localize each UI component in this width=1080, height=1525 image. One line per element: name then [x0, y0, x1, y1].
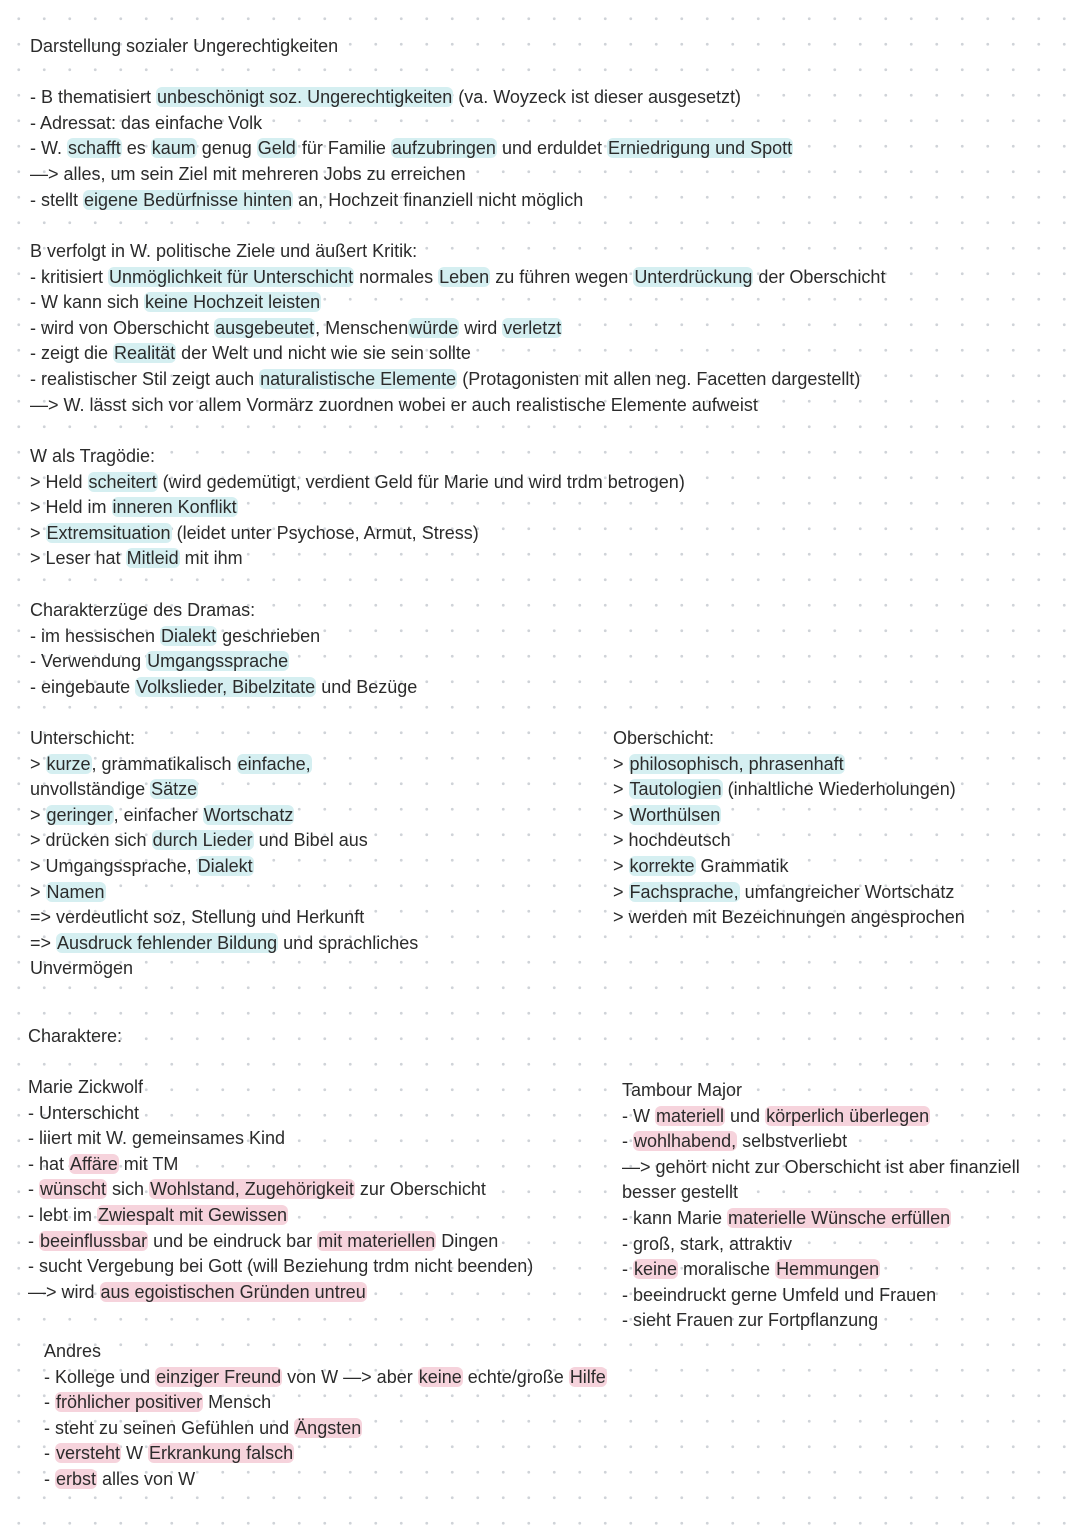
note-text: und sprachliches — [278, 932, 419, 953]
note-text: und erduldet — [496, 138, 608, 159]
highlighted-text: Dialekt — [161, 625, 217, 646]
note-line — [30, 85, 793, 111]
note-text: > — [613, 779, 629, 800]
note-line — [28, 1152, 533, 1178]
note-text: - sieht Frauen zur Fortpflanzung — [622, 1310, 879, 1331]
note-line — [30, 931, 418, 957]
note-line — [44, 1416, 607, 1442]
note-line — [30, 649, 417, 675]
section-political-goals — [30, 239, 885, 418]
note-text: —> gehört nicht zur Oberschicht ist aber finanziell — [622, 1156, 1020, 1177]
note-text: - sucht Vergebung bei Gott (will Beziehung trdm nicht beenden) — [28, 1256, 534, 1277]
highlighted-text: keine — [634, 1259, 678, 1280]
highlighted-text: eigene Bedürfnisse hinten — [84, 189, 293, 210]
note-line — [30, 854, 418, 880]
note-text: besser gestellt — [622, 1182, 739, 1203]
note-text: - wird von Oberschicht — [30, 317, 215, 338]
highlighted-text: Hilfe — [569, 1366, 606, 1387]
note-text: zu führen wegen — [490, 266, 634, 287]
highlighted-text: keine — [418, 1366, 462, 1387]
note-line — [28, 1024, 122, 1050]
highlighted-text: Erkrankung falsch — [149, 1443, 294, 1464]
note-line — [44, 1339, 607, 1365]
highlighted-text: einfache, — [237, 753, 311, 774]
note-line — [30, 905, 418, 931]
note-text: - — [44, 1392, 55, 1413]
note-text: - lebt im — [28, 1204, 98, 1225]
note-text: geschrieben — [217, 625, 321, 646]
note-text: > drücken sich — [30, 830, 152, 851]
section-lower-class — [30, 726, 418, 982]
highlighted-text: Volkslieder, Bibelzitate — [136, 676, 316, 697]
note-line — [30, 188, 793, 214]
note-line — [30, 777, 418, 803]
highlighted-text: wohlhabend, — [634, 1131, 737, 1152]
note-text: genug — [196, 138, 257, 159]
section-marie — [28, 1075, 533, 1305]
highlighted-text: naturalistische Elemente — [260, 368, 457, 389]
note-text: > — [613, 753, 629, 774]
note-text: - W kann sich — [30, 292, 145, 313]
note-text: - — [28, 1179, 39, 1200]
note-line — [613, 803, 965, 829]
section-andres — [44, 1339, 607, 1493]
highlighted-text: inneren Konflikt — [112, 497, 237, 518]
highlighted-text: beeinflussbar — [40, 1230, 148, 1251]
highlighted-text: Wortschatz — [203, 804, 294, 825]
note-line — [30, 828, 418, 854]
highlighted-text: Ausdruck fehlender Bildung — [57, 932, 278, 953]
note-text: > Umgangssprache, — [30, 855, 197, 876]
note-text: - — [44, 1443, 55, 1464]
highlighted-text: korrekte — [629, 855, 695, 876]
note-text: - — [44, 1468, 55, 1489]
note-text: und — [725, 1105, 766, 1126]
note-text: alles von W — [97, 1468, 196, 1489]
note-text: - groß, stark, attraktiv — [622, 1233, 793, 1254]
note-line — [622, 1257, 1020, 1283]
note-text: normales — [354, 266, 439, 287]
note-text: - Verwendung — [30, 651, 147, 672]
highlighted-text: Mitleid — [126, 548, 179, 569]
note-text: - zeigt die — [30, 343, 114, 364]
note-text: Mensch — [203, 1392, 272, 1413]
note-text: - kann Marie — [622, 1207, 728, 1228]
note-line — [30, 675, 417, 701]
highlighted-text: Worthülsen — [629, 804, 721, 825]
note-text: > — [613, 881, 629, 902]
note-text: der Welt und nicht wie sie sein sollte — [176, 343, 471, 364]
note-text: - Kollege und — [44, 1366, 156, 1387]
note-line — [30, 239, 885, 265]
note-line — [622, 1129, 1020, 1155]
note-line — [613, 828, 965, 854]
note-line — [28, 1280, 533, 1306]
note-text: Charakterzüge des Dramas: — [30, 600, 256, 620]
note-line — [613, 777, 965, 803]
highlighted-text: kurze — [46, 753, 91, 774]
note-text: - W. — [30, 138, 67, 159]
note-line — [28, 1254, 533, 1280]
note-line — [30, 495, 685, 521]
note-line — [30, 546, 685, 572]
note-text: Darstellung sozialer Ungerechtigkeiten — [30, 36, 339, 56]
note-text: W — [121, 1443, 149, 1464]
note-line — [28, 1203, 533, 1229]
highlighted-text: verletzt — [503, 317, 562, 338]
section-social-injustice — [30, 34, 793, 213]
note-line — [622, 1232, 1020, 1258]
note-text: mit ihm — [179, 548, 243, 569]
note-line — [30, 521, 685, 547]
highlighted-text: materiell — [656, 1105, 725, 1126]
note-text: echte/große — [462, 1366, 569, 1387]
highlighted-text: Leben — [439, 266, 490, 287]
highlighted-text: mit materiellen — [318, 1230, 436, 1251]
note-text: - eingebaute — [30, 676, 136, 697]
highlighted-text: Geld — [257, 138, 296, 159]
note-text: —> wird — [28, 1281, 100, 1302]
note-text: Dingen — [436, 1230, 499, 1251]
note-text: , grammatikalisch — [91, 753, 237, 774]
note-text: - hat — [28, 1153, 70, 1174]
note-line — [30, 316, 885, 342]
section-upper-class — [613, 726, 965, 931]
note-text: - stellt — [30, 189, 84, 210]
note-line — [44, 1365, 607, 1391]
note-line — [30, 34, 793, 60]
note-line — [44, 1390, 607, 1416]
note-text: (Protagonisten mit allen neg. Facetten dargestellt) — [457, 368, 861, 389]
note-text: - — [622, 1259, 633, 1280]
note-line — [30, 341, 885, 367]
note-line — [30, 598, 417, 624]
highlighted-text: unbeschönigt soz. Ungerechtigkeiten — [157, 87, 453, 108]
highlighted-text: Extremsituation — [46, 522, 171, 543]
section-tragedy — [30, 444, 685, 572]
note-line — [30, 60, 793, 86]
note-line — [613, 854, 965, 880]
highlighted-text: kaum — [151, 138, 196, 159]
highlighted-text: Affäre — [70, 1153, 118, 1174]
note-line — [613, 726, 965, 752]
highlighted-text: Namen — [46, 881, 105, 902]
note-text: - Adressat: das einfache Volk — [30, 112, 263, 133]
note-text: - im hessischen — [30, 625, 161, 646]
note-line — [30, 880, 418, 906]
note-line — [30, 136, 793, 162]
note-text: Grammatik — [695, 855, 789, 876]
note-text: > — [30, 753, 46, 774]
note-text: > werden mit Bezeichnungen angesprochen — [613, 907, 965, 928]
note-text: mit TM — [118, 1153, 179, 1174]
note-text: (va. Woyzeck ist dieser ausgesetzt) — [453, 87, 742, 108]
note-text: => verdeutlicht soz, Stellung und Herkunft — [30, 907, 365, 928]
highlighted-text: Umgangssprache — [147, 651, 289, 672]
highlighted-text: Dialekt — [197, 855, 253, 876]
note-line — [30, 444, 685, 470]
highlighted-text: würde — [409, 317, 459, 338]
note-line — [28, 1126, 533, 1152]
note-text: > — [30, 804, 46, 825]
note-text: => — [30, 932, 57, 953]
highlighted-text: schafft — [68, 138, 121, 159]
note-text: > Held im — [30, 497, 112, 518]
note-text: - Unterschicht — [28, 1102, 140, 1123]
note-text: > — [30, 881, 46, 902]
note-text: wird — [459, 317, 503, 338]
note-text: —> W. lässt sich vor allem Vormärz zuordnen wobei er auch realistische Elemente aufweist — [30, 394, 758, 415]
note-line — [30, 803, 418, 829]
highlighted-text: versteht — [56, 1443, 121, 1464]
note-line — [28, 1101, 533, 1127]
note-text: es — [121, 138, 151, 159]
note-text: Marie Zickwolf — [28, 1077, 144, 1097]
note-text: zur Oberschicht — [354, 1179, 486, 1200]
highlighted-text: materielle Wünsche erfüllen — [728, 1207, 951, 1228]
note-text: Tambour Major — [622, 1080, 743, 1100]
note-line — [622, 1104, 1020, 1130]
note-line — [30, 290, 885, 316]
note-line — [622, 1206, 1020, 1232]
note-text: und Bibel aus — [253, 830, 368, 851]
highlighted-text: einziger Freund — [156, 1366, 282, 1387]
note-text: - kritisiert — [30, 266, 108, 287]
note-line — [30, 393, 885, 419]
note-line — [44, 1441, 607, 1467]
note-line — [30, 367, 885, 393]
note-line — [622, 1180, 1020, 1206]
note-text: (wird gedemütigt, verdient Geld für Marie und wird trdm betrogen) — [157, 471, 685, 492]
highlighted-text: scheitert — [88, 471, 157, 492]
note-text: an, Hochzeit finanziell nicht möglich — [293, 189, 584, 210]
note-line — [613, 752, 965, 778]
note-text: (leidet unter Psychose, Armut, Stress) — [171, 522, 479, 543]
highlighted-text: aus egoistischen Gründen untreu — [100, 1281, 366, 1302]
note-text: Andres — [44, 1341, 102, 1361]
note-text: - — [28, 1230, 39, 1251]
note-line — [622, 1078, 1020, 1104]
note-line — [30, 956, 418, 982]
note-text: Oberschicht: — [613, 728, 715, 748]
note-text: > — [30, 522, 46, 543]
note-line — [30, 624, 417, 650]
note-text: sich — [107, 1179, 150, 1200]
note-line — [622, 1308, 1020, 1334]
highlighted-text: Realität — [114, 343, 176, 364]
highlighted-text: aufzubringen — [391, 138, 496, 159]
note-text: - beeindruckt gerne Umfeld und Frauen — [622, 1284, 937, 1305]
note-line — [622, 1155, 1020, 1181]
note-text: und be eindruck bar — [148, 1230, 318, 1251]
note-line — [30, 111, 793, 137]
note-text: > Leser hat — [30, 548, 126, 569]
note-text: - W — [622, 1105, 655, 1126]
note-text: , Menschen — [315, 317, 409, 338]
highlighted-text: ausgebeutet — [215, 317, 315, 338]
highlighted-text: keine Hochzeit leisten — [145, 292, 321, 313]
note-text: Charaktere: — [28, 1026, 123, 1046]
section-drama-traits — [30, 598, 417, 700]
note-line — [30, 726, 418, 752]
note-text: unvollständige — [30, 779, 151, 800]
note-line — [44, 1467, 607, 1493]
note-line — [28, 1229, 533, 1255]
note-line — [613, 880, 965, 906]
highlighted-text: Fachsprache, — [629, 881, 739, 902]
highlighted-text: Erniedrigung und Spott — [608, 138, 793, 159]
note-text: selbstverliebt — [737, 1131, 848, 1152]
highlighted-text: erbst — [56, 1468, 97, 1489]
note-line — [30, 265, 885, 291]
highlighted-text: wünscht — [40, 1179, 107, 1200]
highlighted-text: philosophisch, phrasenhaft — [629, 753, 844, 774]
note-text: umfangreicher Wortschatz — [739, 881, 955, 902]
highlighted-text: fröhlicher positiver — [56, 1392, 203, 1413]
highlighted-text: Hemmungen — [776, 1259, 880, 1280]
note-line — [28, 1177, 533, 1203]
note-text: von W —> aber — [282, 1366, 418, 1387]
note-text: > — [613, 855, 629, 876]
highlighted-text: geringer — [46, 804, 113, 825]
note-text: W als Tragödie: — [30, 446, 156, 466]
note-text: - liiert mit W. gemeinsames Kind — [28, 1128, 286, 1149]
highlighted-text: Wohlstand, Zugehörigkeit — [150, 1179, 354, 1200]
note-text: Unterschicht: — [30, 728, 136, 748]
note-text: - realistischer Stil zeigt auch — [30, 368, 260, 389]
highlighted-text: körperlich überlegen — [766, 1105, 930, 1126]
note-text: - — [622, 1131, 633, 1152]
highlighted-text: Unterdrückung — [634, 266, 753, 287]
note-text: - steht zu seinen Gefühlen und — [44, 1417, 295, 1438]
note-text: > hochdeutsch — [613, 830, 731, 851]
note-text: der Oberschicht — [753, 266, 886, 287]
highlighted-text: Ängsten — [295, 1417, 362, 1438]
note-line — [30, 162, 793, 188]
note-line — [30, 470, 685, 496]
note-text: > — [613, 804, 629, 825]
highlighted-text: durch Lieder — [152, 830, 253, 851]
highlighted-text: Tautologien — [629, 779, 722, 800]
note-text: - B thematisiert — [30, 87, 157, 108]
note-line — [622, 1283, 1020, 1309]
note-line — [613, 905, 965, 931]
note-text: (inhaltliche Wiederholungen) — [722, 779, 956, 800]
highlighted-text: Zwiespalt mit Gewissen — [98, 1204, 288, 1225]
section-tambour-major — [622, 1078, 1020, 1334]
note-line — [30, 752, 418, 778]
section-characters-heading — [28, 1024, 122, 1050]
highlighted-text: Sätze — [151, 779, 198, 800]
note-text: > Held — [30, 471, 88, 492]
note-text: moralische — [678, 1259, 776, 1280]
note-text: B verfolgt in W. politische Ziele und äußert Kritik: — [30, 241, 418, 261]
note-text: , einfacher — [113, 804, 203, 825]
note-text: —> alles, um sein Ziel mit mehreren Jobs zu erreichen — [30, 163, 466, 184]
note-text: Unvermögen — [30, 958, 134, 979]
highlighted-text: Unmöglichkeit für Unterschicht — [109, 266, 354, 287]
note-line — [28, 1075, 533, 1101]
note-text: und Bezüge — [316, 676, 418, 697]
note-text: für Familie — [296, 138, 391, 159]
